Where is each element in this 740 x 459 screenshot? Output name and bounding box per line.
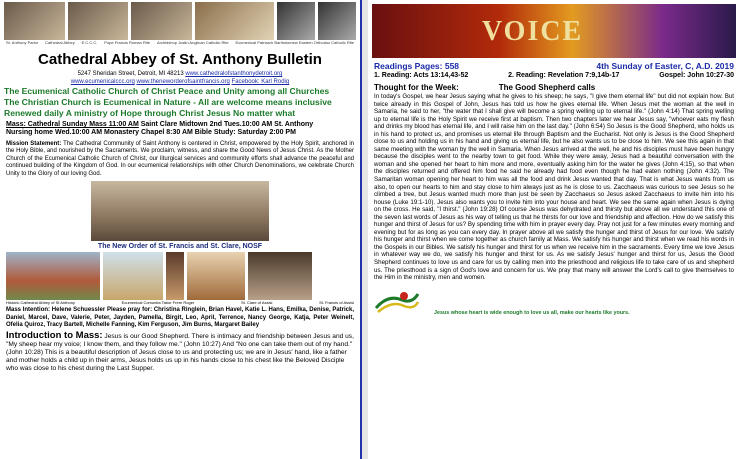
mass-nursing-home: Nursing home Wed.10:00 AM Monastery Chapel 8:30 AM Bible Study: Saturday 2:00 PM (6, 129, 296, 137)
photo-caption: Pope Francis Roman Rite (104, 40, 151, 45)
photo-divider-portrait (166, 252, 184, 300)
address-block (0, 70, 360, 86)
photo-st-anthony-parlor (4, 2, 65, 40)
thought-label: Thought for the Week: (374, 83, 459, 92)
thought-title: The Good Shepherd calls (498, 83, 596, 92)
street-address: 5247 Sheridan Street, Detroit, MI 48213 (77, 71, 184, 77)
readings-pages: Readings Pages: 558 (374, 61, 460, 71)
photo-st-francis (248, 252, 312, 300)
bulletin-front-page (0, 0, 362, 459)
readings-header (368, 58, 740, 71)
photo-st-clare (187, 252, 245, 300)
sacred-heart-emblem-icon (374, 286, 420, 316)
intentions-label: Mass Intention: Helene Schuessler (6, 307, 106, 314)
intentions-names: Christina Ringlein, Brian Havel, Katie L. Hans, Emilka, Denise, Patrick, Daniel, Marcel, Dave, Valerie, Peter, Jayden, Pamella, Birgit, Leo, April, Terrence, Nancy George, Katja, Peter Weinelt, Ofelia Quiroz, Tracy Bartell, Michelle Fanning, Kim Ferguson, Jim Burns, Margaret Bailey (6, 307, 355, 329)
mass-st-clare: Saint Clare Midtown 2nd Tues.10:00 AM St. Anthony (140, 121, 314, 128)
intentions-pray-label: Please pray for: (106, 307, 153, 314)
mission-text: The Cathedral Community of Saint Anthony is centered in Christ, empowered by the Holy Spirit, anchored in the Holy Bible, and nourished by the Sacraments. We proclaim, witness, and share the Good News of Jesus Christ. As the Mother Church of the Ecumenical Catholic Church of Christ, our liturgical services and community efforts shall advance the peaceful and continued building of the Kingdom of God. In our ecumenical relationships with other Church Denominations, we celebrate Church Unity to the Glory of our loving God. (6, 140, 355, 177)
chapel-photo (91, 181, 269, 241)
mission-statement (0, 141, 360, 179)
thought-header (368, 80, 740, 93)
intro-label: Introduction to Mass: (6, 329, 103, 341)
gallery-caption: St. Clare of Assisi (241, 300, 273, 306)
tagline-1: The Ecumenical Catholic Church of Christ Peace and Unity among all Churches (4, 86, 330, 96)
photo-caption: Ecumenical Patriarch Bartholomew Eastern Orthodox Catholic Rite (235, 40, 354, 45)
introduction-to-mass (0, 329, 360, 373)
chapel-caption: The New Order of St. Francis and St. Clare, NOSF (97, 243, 263, 251)
photo-caption: Cathedral Abbey (45, 40, 75, 45)
tagline-3: Renewed daily A ministry of Hope through Christ Jesus No matter what (4, 108, 296, 118)
voice-banner-image (372, 4, 736, 58)
header-photo-captions (0, 40, 360, 45)
bottom-emblem-row (368, 282, 740, 316)
photo-caption: E.C.C.C. (81, 40, 98, 45)
reading-gospel: Gospel: John 10:27-30 (659, 72, 734, 79)
reflection-text: In today's Gospel, we hear Jesus saying what he gives to his sheep; he says, "I give them eternal life" but did not explain how. But twice already in this Gospel of John, Jesus has told us how he gives eternal life. When Jesus met the woman at the well in Samaria, he said to her, "the water that I shall give will become a spring welling up to eternal life." (John 4:14) That spring welling up to eternal life is the Holy Spirit we receive first at baptism. Then two chapters later we hear Jesus say, "whoever eats my flesh and drinks my blood has eternal life, and I will raise him on the last day." (John 6:54) So Jesus is the Good Shepherd, who holds us in his hand to protect us, and promises us eternal life through Baptism and the Eucharist. Not only is Jesus is the Good Shepherd close to us and holding us in his hand and giving us eternal life, but he also wants us to be close to him. We see this again in that same meeting with the woman by the well in Samaria. When Jesus arrived at the well, he and his disciples must have been hungry because the disciples went to the nearby town to get food. While they were away, Jesus had a beautiful conversation with the woman and she opened her heart to him more and more, eventually asking him for the water he gives (John 4:15), so that when the disciples returned and offered him food he said he already had food even though he had eaten nothing (John 4:32). The Samaritan woman opening her heart to him was all the food and drink Jesus wanted that day. That is what Jesus wants from us also, to open our hearts to him and stay close to him always just as he is close to us. Zacchaeus was curious to see Jesus so he climbed a tree, but Jesus wanted much more than just be seen by Zacchaeus so Jesus asked Zacchaeus to invite him into his house (Luke 19:1-10). Jesus also wants you to invite him into your house and heart. We see the same again when Jesus is dying on the cross. He said, "I thirst." (John 19:28) Of course Jesus was dehydrated and thirsty but above all we understand this one of the seven last words of Jesus as his way of telling us that he thirsts for our love and friendship and affection. How do we satisfy this hunger and thirst of Jesus for us? By spending time with him in prayer every day. Pray not just for a few minutes every morning and evening but for as long as you can every day. In prayer above all we satisfy the hunger and thirst of Jesus for our love. We satisfy his hunger and thirst when we come together as church family at Mass. We satisfy his hunger and thirst when we read his words in the Gospels in our Bibles. We satisfy his hunger and thirst for us when we receive him in the sacraments. Every time we love Jesus in whatever way we do, we satisfy his hunger and thirst for us. As we satisfy Jesus' hunger and thirst for us, Jesus the Good Shepherd continues to love us and care for us by calling men into the priesthood and religious life to take care of us and shepherd us. The priesthood is a sign of God's love and concern for us. We pray that many will answer the Lord's call to give themselves to the Him in the ministry, men and women. (374, 93, 734, 282)
photo-pope-francis (195, 2, 274, 40)
photo-archbishop-justin (277, 2, 315, 40)
photo-patriarch-bartholomew (318, 2, 356, 40)
saints-gallery (0, 250, 360, 300)
voice-banner-text: VOICE (482, 16, 584, 47)
mass-cathedral: Mass: Cathedral Sunday Mass 11:00 AM (6, 121, 139, 128)
website-link-ecc[interactable]: www.ecumenicalccc.org (70, 79, 135, 85)
gallery-caption: Ecumenical Comunita Tabor Frere Roger (121, 300, 195, 306)
facebook-link[interactable]: Facebook: Karl Rodig (231, 79, 290, 85)
mass-intentions (0, 307, 360, 330)
photo-historic-cathedral (6, 252, 100, 300)
gallery-caption: St. Francis of Assisi (319, 300, 354, 306)
intro-text: Jesus is our Good Shepherd. There is intimacy and friendship between Jesus and us, "My sheep hear my voice; I know them, and they follow me." (John 10:27) And "No one can take them out of my hand." (John 10:28) This is a beautiful description of Jesus close to us and protecting us; we are in Jesus' hand, like a father and mother holds a child up in their arms, Jesus holds us up in his hands close to his chest like the Beloved Disciple who was close to his chest during the Last Supper. (6, 332, 354, 372)
sunday-title: 4th Sunday of Easter, C, A.D. 2019 (596, 61, 734, 71)
photo-ecc-logo (131, 2, 192, 40)
bulletin-reflection-page (368, 0, 740, 459)
gallery-captions (0, 300, 360, 305)
website-link-cathedral[interactable]: www.cathedralofstanthonydetroit.org (185, 71, 283, 77)
photo-caption: Archbishop Justin Anglican Catholic Rite (156, 40, 229, 45)
mass-schedule (0, 121, 360, 138)
readings-list (368, 71, 740, 80)
gallery-caption: Historic Cathedral Abbey of St Anthony (6, 300, 75, 306)
website-link-nosf[interactable]: www.theneworderofsaintfrancis.org (136, 79, 230, 85)
bulletin-title: Cathedral Abbey of St. Anthony Bulletin (38, 51, 322, 68)
header-photo-strip (0, 0, 360, 40)
reading-1: 1. Reading: Acts 13:14,43-52 (374, 72, 469, 79)
bottom-caption: Jesus whose heart is wide enough to love us all, make our hearts like yours. (434, 309, 630, 316)
photo-caption: St. Anthony Parlor (6, 40, 39, 45)
tagline-2: The Christian Church is Ecumenical in Nature - All are welcome means inclusive (4, 97, 332, 107)
reading-2: 2. Reading: Revelation 7:9,14b-17 (508, 72, 620, 79)
photo-comunita-tabor (103, 252, 163, 300)
mission-label: Mission Statement: (6, 140, 62, 147)
photo-cathedral-abbey (68, 2, 129, 40)
